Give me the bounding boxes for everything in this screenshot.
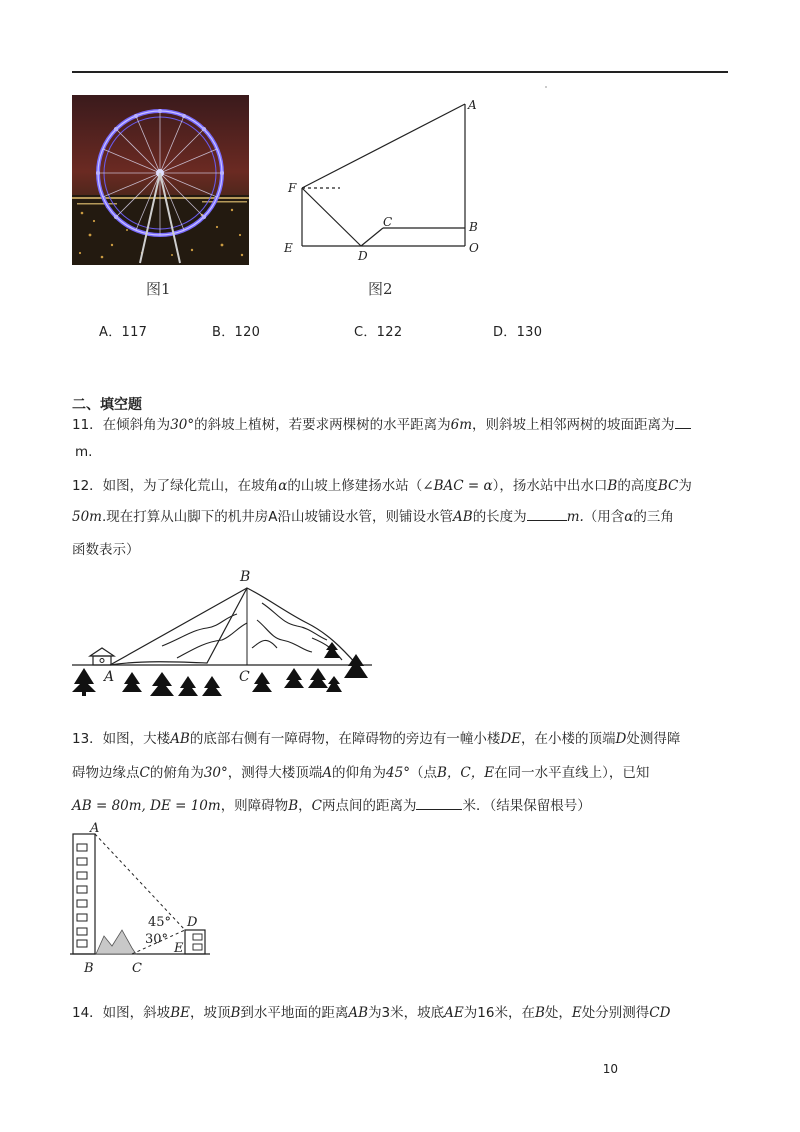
q14-line-1 bbox=[72, 1003, 670, 1023]
q14-be: BE bbox=[170, 1005, 190, 1021]
q13-de: DE bbox=[500, 731, 522, 747]
q11-line-1 bbox=[72, 414, 691, 435]
q14-cd: CD bbox=[649, 1005, 671, 1021]
figure-1-caption: 图1 bbox=[146, 280, 171, 298]
q13-text-d: 处测得障 bbox=[626, 731, 681, 747]
q14-ab: AB bbox=[348, 1005, 369, 1021]
q12-height: 50m bbox=[72, 509, 102, 525]
q13-sep: ， bbox=[298, 798, 312, 814]
q12-angle-expr: ∠BAC = α bbox=[422, 478, 493, 494]
q12-label-b: B bbox=[240, 569, 251, 585]
q13-angle-30: 30° bbox=[203, 765, 228, 781]
q13-line-3 bbox=[72, 795, 591, 816]
q12-line-3: 函数表示） bbox=[72, 542, 140, 558]
tall-building bbox=[73, 834, 95, 954]
q12-point-b: B bbox=[607, 478, 618, 494]
q12-line-2 bbox=[72, 506, 674, 527]
q13-label-d: D bbox=[187, 915, 198, 930]
q13-text-a: 13．如图，大楼 bbox=[72, 731, 171, 747]
q12-text-f: .现在打算从山脚下的机井房A沿山坡铺设水管，则铺设水管 bbox=[101, 509, 454, 525]
q13-text-h: 的仰角为 bbox=[332, 765, 387, 781]
choice-a[interactable]: A．117 bbox=[99, 325, 148, 340]
q14-text-d: 为3米，坡底 bbox=[368, 1005, 445, 1021]
q13-label-45: 45° bbox=[148, 915, 172, 930]
q12-label-c: C bbox=[239, 669, 250, 685]
q13-text-k: ，则障碍物 bbox=[220, 798, 289, 814]
q14-text-c: 到水平地面的距离 bbox=[240, 1005, 349, 1021]
q13-answer-blank[interactable] bbox=[416, 795, 462, 810]
q13-building-figure bbox=[70, 820, 230, 980]
obstacle bbox=[96, 930, 136, 954]
q12-answer-blank[interactable] bbox=[527, 506, 567, 521]
q13-label-30: 30° bbox=[145, 932, 169, 947]
q13-label-e: E bbox=[174, 941, 184, 956]
q12-label-a: A bbox=[104, 669, 115, 685]
q14-text-f: 处， bbox=[544, 1005, 572, 1021]
fig2-label-b: B bbox=[469, 220, 478, 234]
q11-text-b: 的斜坡上植树，若要求两棵树的水平距离为 bbox=[194, 417, 451, 433]
fig2-label-d: D bbox=[358, 249, 368, 263]
pump-house-icon bbox=[90, 648, 114, 665]
q13-angle-45: 45° bbox=[386, 765, 410, 781]
q11-answer-blank[interactable] bbox=[675, 414, 691, 429]
q13-text-i: （点 bbox=[409, 765, 437, 781]
q13-label-c: C bbox=[132, 961, 142, 976]
q12-ab: AB bbox=[453, 509, 473, 525]
header-rule bbox=[72, 71, 728, 73]
fig2-label-o: O bbox=[469, 241, 479, 255]
section-title: 二、填空题 bbox=[72, 397, 142, 413]
page-number: 10 bbox=[602, 1062, 618, 1076]
q13-ab: AB bbox=[170, 731, 190, 747]
q14-b: B bbox=[230, 1005, 241, 1021]
q12-text-h: （用含 bbox=[583, 509, 625, 525]
q13-b: B bbox=[288, 798, 299, 814]
q11-text-c: ，则斜坡上相邻两树的坡面距离为 bbox=[472, 417, 675, 433]
figure-2-caption: 图2 bbox=[368, 280, 393, 298]
q14-text-g: 处分别测得 bbox=[581, 1005, 650, 1021]
q13-text-l: 两点间的距离为 bbox=[321, 798, 417, 814]
figure-2-diagram bbox=[278, 96, 498, 266]
q12-text-i: 的三角 bbox=[633, 509, 674, 525]
ferris-wheel-photo bbox=[72, 95, 249, 265]
q12-text-g: 的长度为 bbox=[472, 509, 527, 525]
q12-line-1 bbox=[72, 476, 692, 496]
q13-text-f: 的俯角为 bbox=[149, 765, 204, 781]
q12-text-b: 的山坡上修建扬水站（ bbox=[287, 478, 423, 494]
q14-text-e: 为16米，在 bbox=[463, 1005, 535, 1021]
q13-text-m: 米．（结果保留根号） bbox=[462, 798, 591, 814]
choice-c[interactable]: C．122 bbox=[354, 325, 403, 340]
fig2-label-c: C bbox=[383, 215, 393, 229]
q11-dist: 6m bbox=[450, 417, 473, 433]
q14-b-2: B bbox=[534, 1005, 545, 1021]
speck bbox=[545, 86, 547, 88]
fig2-label-f: F bbox=[288, 181, 297, 195]
q12-bc: BC bbox=[657, 478, 679, 494]
q11-angle: 30° bbox=[170, 417, 195, 433]
q12-text-e: 为 bbox=[678, 478, 692, 494]
q11-line-2: m. bbox=[75, 444, 93, 460]
q14-text-a: 14．如图，斜坡 bbox=[72, 1005, 171, 1021]
q13-text-g: ，测得大楼顶端 bbox=[227, 765, 323, 781]
q13-label-b: B bbox=[84, 961, 94, 976]
tree-icons bbox=[72, 642, 368, 696]
q12-alpha-2: α bbox=[624, 509, 634, 525]
q13-given: AB = 80m, DE = 10m bbox=[72, 798, 221, 814]
q13-label-a: A bbox=[90, 821, 100, 836]
q14-e: E bbox=[571, 1005, 582, 1021]
q13-line-2 bbox=[72, 763, 649, 783]
fig2-label-e: E bbox=[284, 241, 293, 255]
q14-ae: AE bbox=[444, 1005, 464, 1021]
fig2-label-a: A bbox=[468, 98, 477, 112]
q13-text-e: 碍物边缘点 bbox=[72, 765, 140, 781]
q13-line-1 bbox=[72, 729, 680, 749]
q13-c: C bbox=[139, 765, 150, 781]
q11-text-a: 11．在倾斜角为 bbox=[72, 417, 171, 433]
q13-c-2: C bbox=[311, 798, 322, 814]
q13-points: B，C，E bbox=[436, 765, 495, 781]
q12-text-a: 12．如图，为了绿化荒山，在坡角 bbox=[72, 478, 279, 494]
q12-text-c: ），扬水站中出水口 bbox=[492, 478, 608, 494]
q13-text-b: 的底部右侧有一障碍物，在障碍物的旁边有一幢小楼 bbox=[189, 731, 501, 747]
q12-mountain-figure bbox=[72, 568, 382, 703]
choice-d[interactable]: D．130 bbox=[493, 325, 543, 340]
q12-text-d: 的高度 bbox=[617, 478, 658, 494]
q13-text-c: ，在小楼的顶端 bbox=[521, 731, 616, 747]
choice-b[interactable]: B．120 bbox=[212, 325, 261, 340]
q13-d: D bbox=[615, 731, 627, 747]
q12-unit: m. bbox=[566, 509, 584, 525]
q12-alpha: α bbox=[278, 478, 288, 494]
q13-text-j: 在同一水平直线上），已知 bbox=[494, 765, 650, 781]
q13-a: A bbox=[322, 765, 333, 781]
q14-text-b: ，坡顶 bbox=[189, 1005, 231, 1021]
